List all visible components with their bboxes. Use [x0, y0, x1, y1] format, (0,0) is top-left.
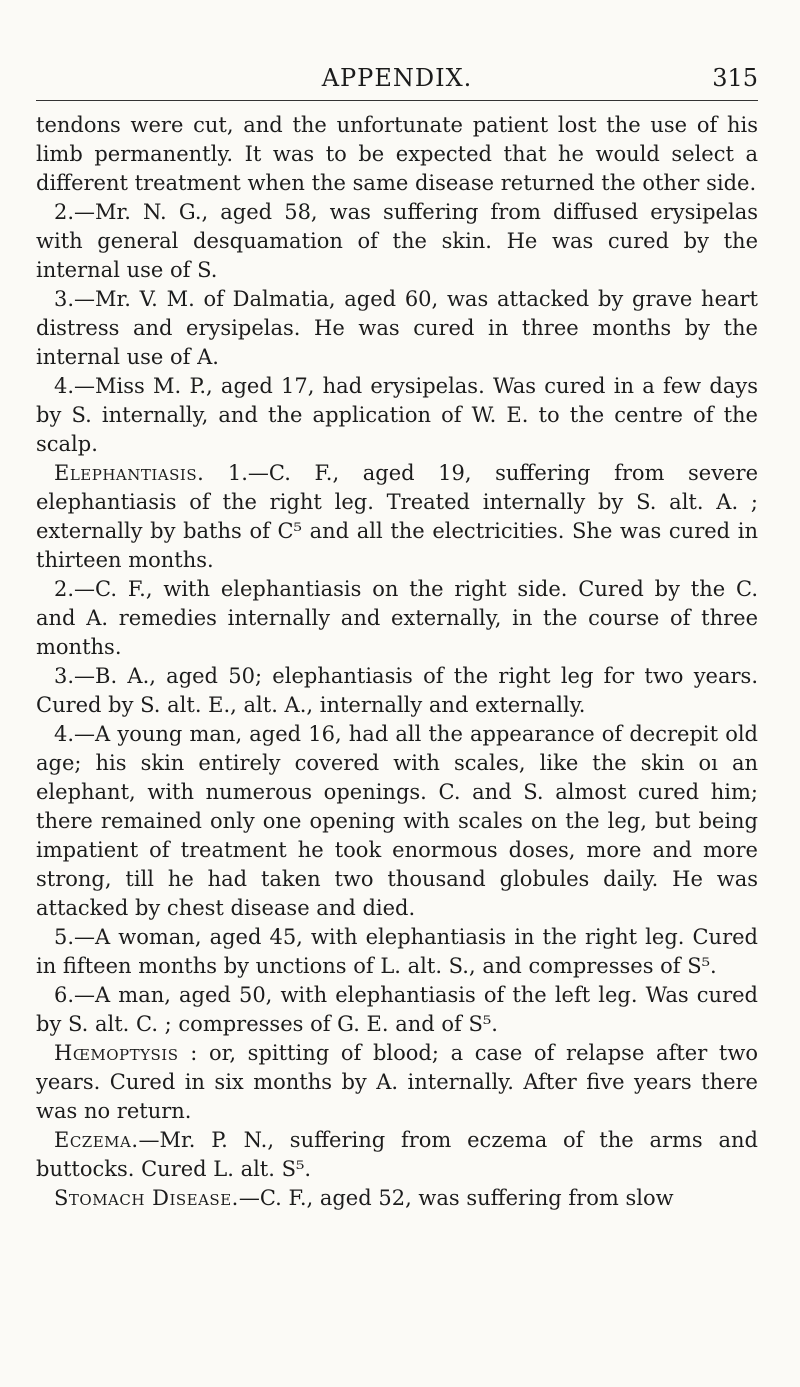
paragraph [36, 981, 758, 1039]
page-number: 315 [712, 64, 758, 92]
paragraph-text: 2.—Mr. N. G., aged 58, was suffering from diffused erysipelas with general desquamation of the skin. He was cured by the internal use of S. [36, 200, 758, 282]
paragraph [36, 662, 758, 720]
paragraph [36, 720, 758, 923]
paragraph-text: tendons were cut, and the unfortunate patient lost the use of his limb permanently. It was to be expected that he would select a different treatment when the same disease returned the other side. [36, 113, 758, 195]
running-header [36, 56, 758, 92]
paragraph [36, 372, 758, 459]
paragraph-text: : or, spitting of blood; a case of relapse after two years. Cured in six months by A. internally. After five years there was no return. [36, 1041, 758, 1123]
header-title: APPENDIX. [321, 64, 473, 92]
paragraph-text: 4.—A young man, aged 16, had all the appearance of decrepit old age; his skin entirely covered with scales, like the skin oı an elephant, with numerous openings. C. and S. almost cured him; there remained only one opening with scales on the leg, but being impatient of treatment he took enormous doses, more and more strong, till he had taken two thousand globules daily. He was attacked by chest disease and died. [36, 722, 758, 920]
paragraph-text: —Mr. P. N., suffering from eczema of the arms and buttocks. Cured L. alt. S⁵. [36, 1128, 758, 1181]
header-rule [36, 100, 758, 101]
paragraph-text: 1.—C. F., aged 19, suffering from severe elephantiasis of the right leg. Treated internally by S. alt. A. ; externally by baths of C⁵ and all the electricities. She was cured in thirteen months. [36, 461, 758, 572]
paragraph-text: 5.—A woman, aged 45, with elephantiasis in the right leg. Cured in fifteen months by unctions of L. alt. S., and compresses of S⁵. [36, 925, 758, 978]
paragraph-text: 2.—C. F., with elephantiasis on the right side. Cured by the C. and A. remedies internally and externally, in the course of three months. [36, 577, 758, 659]
paragraph-text: 6.—A man, aged 50, with elephantiasis of the left leg. Was cured by S. alt. C. ; compresses of G. E. and of S⁵. [36, 983, 758, 1036]
paragraph-text: 3.—B. A., aged 50; elephantiasis of the right leg for two years. Cured by S. alt. E., alt. A., internally and externally. [36, 664, 758, 717]
paragraph [36, 198, 758, 285]
section-lead: Elephantiasis. [54, 461, 205, 485]
paragraph-text: —C. F., aged 52, was suffering from slow [238, 1186, 674, 1210]
paragraph [36, 111, 758, 198]
paragraph-text: 4.—Miss M. P., aged 17, had erysipelas. Was cured in a few days by S. internally, and the application of W. E. to the centre of the scalp. [36, 374, 758, 456]
paragraph [36, 1126, 758, 1184]
section-lead: Hœmoptysis [54, 1041, 179, 1065]
page-body [36, 111, 758, 1213]
section-lead: Stomach Disease. [54, 1186, 239, 1210]
paragraph-text: 3.—Mr. V. M. of Dalmatia, aged 60, was attacked by grave heart distress and erysipelas. He was cured in three months by the internal use of A. [36, 287, 758, 369]
paragraph [36, 923, 758, 981]
paragraph [36, 1184, 758, 1213]
paragraph [36, 575, 758, 662]
section-lead: Eczema. [54, 1128, 139, 1152]
page [36, 56, 758, 1213]
paragraph [36, 1039, 758, 1126]
paragraph [36, 285, 758, 372]
paragraph [36, 459, 758, 575]
